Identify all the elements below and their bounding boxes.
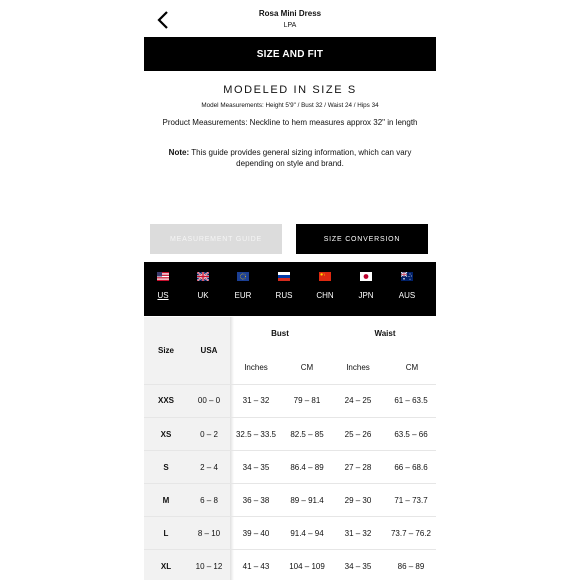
cell-size: M bbox=[162, 496, 170, 505]
cell-size: S bbox=[163, 463, 169, 472]
cell-size: L bbox=[163, 529, 169, 538]
cell-bust-inches: 39 – 40 bbox=[242, 529, 270, 538]
cell-usa: 10 – 12 bbox=[195, 562, 223, 571]
region-label-us: US bbox=[157, 291, 169, 300]
cell-size: XS bbox=[160, 430, 172, 439]
cell-bust-inches: 36 – 38 bbox=[242, 496, 270, 505]
cell-usa: 6 – 8 bbox=[200, 496, 218, 505]
note-label: Note: bbox=[168, 148, 190, 157]
size-conversion-button[interactable]: SIZE CONVERSION bbox=[296, 224, 428, 254]
region-label-chn: CHN bbox=[316, 291, 334, 300]
region-label-uk: UK bbox=[197, 291, 209, 300]
subheader-waist-cm: CM bbox=[405, 363, 419, 372]
header-size: Size bbox=[157, 346, 174, 355]
note-text: This guide provides general sizing information, which can vary depending on style and brand. bbox=[189, 148, 412, 168]
region-tab-jpn[interactable] bbox=[351, 262, 381, 316]
size-guide-screen bbox=[144, 0, 436, 580]
australia-flag-icon bbox=[401, 272, 413, 281]
row-divider bbox=[144, 483, 436, 484]
cell-usa: 2 – 4 bbox=[200, 463, 218, 472]
china-flag-icon bbox=[319, 272, 331, 281]
cell-waist-inches: 29 – 30 bbox=[344, 496, 372, 505]
cell-size: XL bbox=[160, 562, 172, 571]
region-label-rus: RUS bbox=[275, 291, 293, 300]
header-usa: USA bbox=[200, 346, 218, 355]
product-title: Rosa Mini Dress bbox=[258, 9, 322, 18]
uk-flag-icon bbox=[197, 272, 209, 281]
cell-waist-inches: 27 – 28 bbox=[344, 463, 372, 472]
cell-bust-cm: 91.4 – 94 bbox=[290, 529, 324, 538]
cell-usa: 8 – 10 bbox=[197, 529, 221, 538]
cell-bust-inches: 41 – 43 bbox=[242, 562, 270, 571]
header-bust: Bust bbox=[271, 329, 289, 338]
cell-waist-cm: 73.7 – 76.2 bbox=[390, 529, 432, 538]
region-label-eur: EUR bbox=[234, 291, 252, 300]
cell-waist-cm: 71 – 73.7 bbox=[394, 496, 428, 505]
cell-waist-inches: 25 – 26 bbox=[344, 430, 372, 439]
cell-usa: 0 – 2 bbox=[200, 430, 218, 439]
cell-waist-cm: 63.5 – 66 bbox=[394, 430, 428, 439]
cell-size: XXS bbox=[157, 396, 174, 405]
russia-flag-icon bbox=[278, 272, 290, 281]
row-divider bbox=[144, 450, 436, 451]
row-divider bbox=[144, 549, 436, 550]
subheader-bust-cm: CM bbox=[300, 363, 314, 372]
row-divider bbox=[144, 516, 436, 517]
region-tab-us[interactable] bbox=[148, 262, 178, 316]
table-scroll-area[interactable] bbox=[230, 317, 436, 580]
region-tab-chn[interactable] bbox=[310, 262, 340, 316]
subheader-bust-inches: Inches bbox=[244, 363, 268, 372]
cell-waist-cm: 66 – 68.6 bbox=[394, 463, 428, 472]
region-tab-eur[interactable] bbox=[228, 262, 258, 316]
cell-bust-inches: 31 – 32 bbox=[242, 396, 270, 405]
sizing-note bbox=[154, 147, 426, 169]
brand-name: LPA bbox=[283, 22, 297, 29]
size-conversion-table bbox=[144, 317, 436, 580]
cell-bust-inches: 34 – 35 bbox=[242, 463, 270, 472]
size-and-fit-bar: SIZE AND FIT bbox=[144, 37, 436, 71]
measurement-guide-button[interactable]: MEASUREMENT GUIDE bbox=[150, 224, 282, 254]
model-measurements: Model Measurements: Height 5'9" / Bust 32 / Waist 24 / Hips 34 bbox=[201, 102, 379, 109]
column-divider-shadow bbox=[230, 317, 234, 580]
eu-flag-icon bbox=[237, 272, 249, 281]
table-fixed-columns bbox=[144, 317, 230, 580]
japan-flag-icon bbox=[360, 272, 372, 281]
top-bar bbox=[144, 0, 436, 36]
modeled-size-heading: MODELED IN SIZE S bbox=[223, 84, 357, 96]
cell-waist-inches: 24 – 25 bbox=[344, 396, 372, 405]
cell-bust-cm: 86.4 – 89 bbox=[290, 463, 324, 472]
cell-waist-cm: 86 – 89 bbox=[397, 562, 425, 571]
cell-bust-cm: 104 – 109 bbox=[289, 562, 325, 571]
region-label-jpn: JPN bbox=[358, 291, 374, 300]
subheader-waist-inches: Inches bbox=[346, 363, 370, 372]
header-waist: Waist bbox=[374, 329, 396, 338]
region-tab-uk[interactable] bbox=[188, 262, 218, 316]
cell-usa: 00 – 0 bbox=[197, 396, 221, 405]
region-label-aus: AUS bbox=[398, 291, 416, 300]
cell-bust-cm: 89 – 91.4 bbox=[290, 496, 324, 505]
region-selector bbox=[144, 262, 436, 316]
cell-waist-inches: 34 – 35 bbox=[344, 562, 372, 571]
us-flag-icon bbox=[157, 272, 169, 281]
cell-bust-cm: 79 – 81 bbox=[293, 396, 321, 405]
product-measurements: Product Measurements: Neckline to hem measures approx 32" in length bbox=[162, 118, 418, 127]
cell-waist-inches: 31 – 32 bbox=[344, 529, 372, 538]
row-divider bbox=[144, 417, 436, 418]
row-divider bbox=[144, 384, 436, 385]
cell-waist-cm: 61 – 63.5 bbox=[394, 396, 428, 405]
cell-bust-cm: 82.5 – 85 bbox=[290, 430, 324, 439]
region-tab-aus[interactable] bbox=[392, 262, 422, 316]
cell-bust-inches: 32.5 – 33.5 bbox=[235, 430, 277, 439]
region-tab-rus[interactable] bbox=[269, 262, 299, 316]
